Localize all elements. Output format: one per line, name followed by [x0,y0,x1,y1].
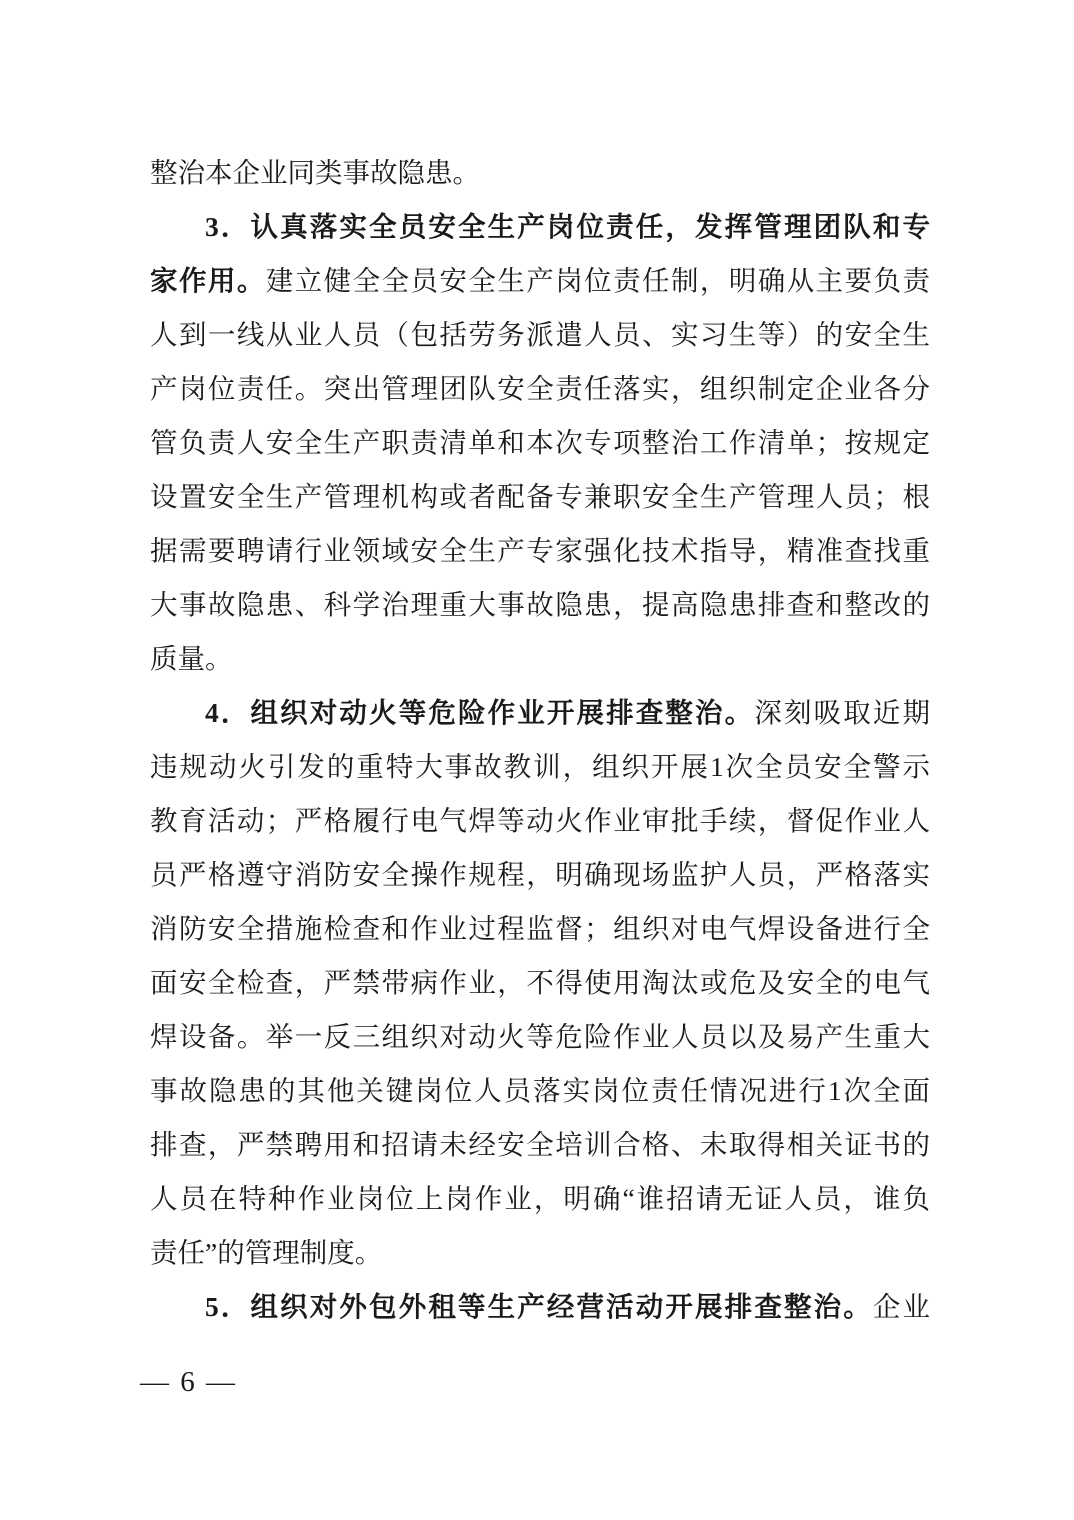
body-text: 排查，严禁聘用和招请未经安全培训合格、未取得相关证书的 [150,1129,930,1160]
text-line [150,1118,930,1172]
body-text: 设置安全生产管理机构或者配备专兼职安全生产管理人员；根 [150,481,930,512]
text-line [150,902,930,956]
page-number: — 6 — [140,1366,237,1398]
text-line [150,362,930,416]
text-line [150,956,930,1010]
text-line [150,686,930,740]
body-text: 整治本企业同类事故隐患。 [150,157,480,188]
emphasis-text: 家作用。 [150,265,266,296]
body-text: 员严格遵守消防安全操作规程，明确现场监护人员，严格落实 [150,859,930,890]
text-line [150,1280,930,1334]
text-line [150,254,930,308]
text-line [150,1226,930,1280]
text-line [150,740,930,794]
emphasis-text: 4．组织对动火等危险作业开展排查整治。 [205,697,755,728]
emphasis-text: 5．组织对外包外租等生产经营活动开展排查整治。 [205,1291,873,1322]
text-line [150,848,930,902]
text-line [150,524,930,578]
text-line [150,632,930,686]
text-line [150,1010,930,1064]
body-text: 违规动火引发的重特大事故教训，组织开展1次全员安全警示 [150,751,930,782]
body-text: 消防安全措施检查和作业过程监督；组织对电气焊设备进行全 [150,913,930,944]
body-text: 产岗位责任。突出管理团队安全责任落实，组织制定企业各分 [150,373,930,404]
document-body [150,146,930,1334]
body-text: 管负责人安全生产职责清单和本次专项整治工作清单；按规定 [150,427,930,458]
text-line [150,146,930,200]
text-line [150,200,930,254]
text-line [150,1064,930,1118]
body-text: 据需要聘请行业领域安全生产专家强化技术指导，精准查找重 [150,535,930,566]
body-text: 质量。 [150,643,233,674]
body-text: 人到一线从业人员（包括劳务派遣人员、实习生等）的安全生 [150,319,930,350]
body-text: 企业 [872,1291,931,1322]
text-line [150,416,930,470]
body-text: 焊设备。举一反三组织对动火等危险作业人员以及易产生重大 [150,1021,930,1052]
body-text: 深刻吸取近期 [754,697,931,728]
body-text: 教育活动；严格履行电气焊等动火作业审批手续，督促作业人 [150,805,930,836]
emphasis-text: 3．认真落实全员安全生产岗位责任，发挥管理团队和专 [205,211,930,242]
text-line [150,308,930,362]
body-text: 大事故隐患、科学治理重大事故隐患，提高隐患排查和整改的 [150,589,930,620]
text-line [150,1172,930,1226]
body-text: 责任”的管理制度。 [150,1237,383,1268]
body-text: 面安全检查，严禁带病作业，不得使用淘汰或危及安全的电气 [150,967,930,998]
text-line [150,470,930,524]
body-text: 事故隐患的其他关键岗位人员落实岗位责任情况进行1次全面 [150,1075,930,1106]
text-line [150,794,930,848]
body-text: 人员在特种作业岗位上岗作业，明确“谁招请无证人员，谁负 [150,1183,930,1214]
text-line [150,578,930,632]
body-text: 建立健全全员安全生产岗位责任制，明确从主要负责 [265,265,931,296]
